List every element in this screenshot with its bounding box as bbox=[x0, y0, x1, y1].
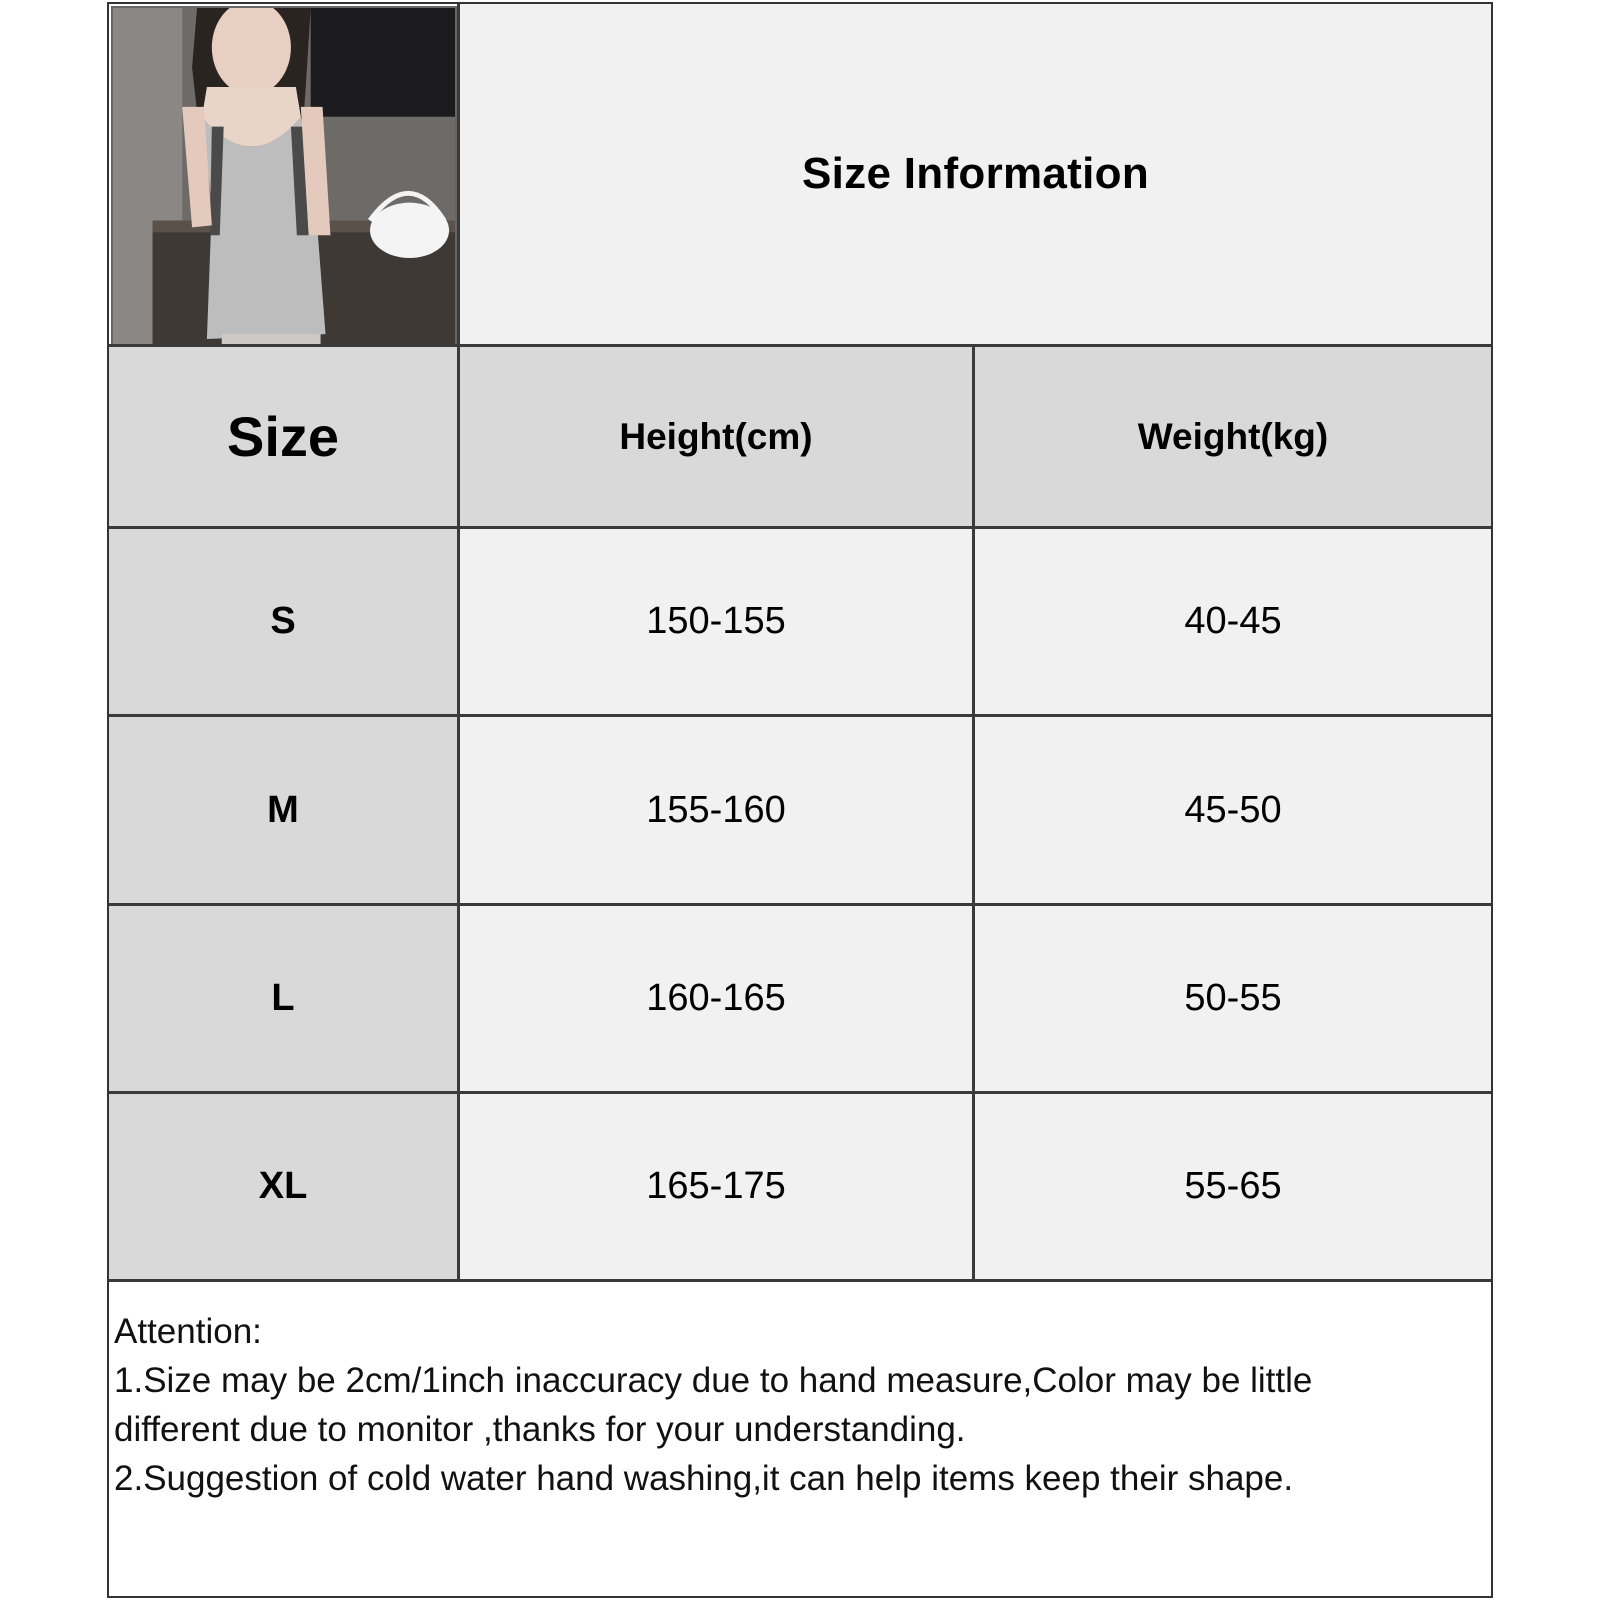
table-row-size bbox=[109, 529, 457, 714]
height-cell bbox=[460, 1094, 972, 1279]
header-size: Size bbox=[226, 405, 340, 468]
size-label: S bbox=[270, 600, 296, 642]
size-label: M bbox=[267, 788, 299, 831]
weight-value: 50-55 bbox=[1184, 977, 1282, 1019]
notes-line: 2.Suggestion of cold water hand washing,it can help items keep their shape. bbox=[114, 1459, 1294, 1498]
table-row-size bbox=[109, 717, 457, 903]
weight-cell bbox=[975, 1094, 1491, 1279]
size-label: L bbox=[271, 977, 295, 1019]
height-cell bbox=[460, 529, 972, 714]
weight-cell bbox=[975, 717, 1491, 903]
table-row-size bbox=[109, 1094, 457, 1279]
header-weight-cell bbox=[975, 347, 1491, 526]
weight-cell bbox=[975, 906, 1491, 1091]
height-value: 155-160 bbox=[646, 788, 786, 831]
height-value: 150-155 bbox=[646, 600, 786, 642]
weight-cell bbox=[975, 529, 1491, 714]
notes-heading: Attention: bbox=[114, 1312, 262, 1351]
header-size-cell bbox=[109, 347, 457, 526]
size-chart-sheet bbox=[107, 2, 1493, 1598]
grid-line bbox=[109, 1279, 1491, 1282]
title-cell bbox=[460, 4, 1491, 344]
model-photo-icon bbox=[113, 8, 455, 344]
notes-line: different due to monitor ,thanks for your understanding. bbox=[114, 1410, 966, 1449]
header-weight: Weight(kg) bbox=[1137, 415, 1329, 457]
grid-line bbox=[972, 344, 975, 1280]
header-height: Height(cm) bbox=[619, 415, 813, 457]
height-cell bbox=[460, 717, 972, 903]
product-photo bbox=[111, 6, 457, 346]
grid-line bbox=[457, 344, 460, 1280]
table-row-size bbox=[109, 906, 457, 1091]
attention-notes bbox=[114, 1307, 1484, 1503]
height-value: 160-165 bbox=[646, 977, 786, 1019]
height-value: 165-175 bbox=[646, 1165, 786, 1207]
weight-value: 40-45 bbox=[1184, 600, 1282, 642]
weight-value: 45-50 bbox=[1184, 788, 1282, 831]
weight-value: 55-65 bbox=[1184, 1165, 1282, 1207]
height-cell bbox=[460, 906, 972, 1091]
header-height-cell bbox=[460, 347, 972, 526]
size-label: XL bbox=[258, 1165, 308, 1207]
page-title: Size Information bbox=[801, 149, 1150, 198]
notes-line: 1.Size may be 2cm/1inch inaccuracy due to hand measure,Color may be little bbox=[114, 1361, 1313, 1400]
